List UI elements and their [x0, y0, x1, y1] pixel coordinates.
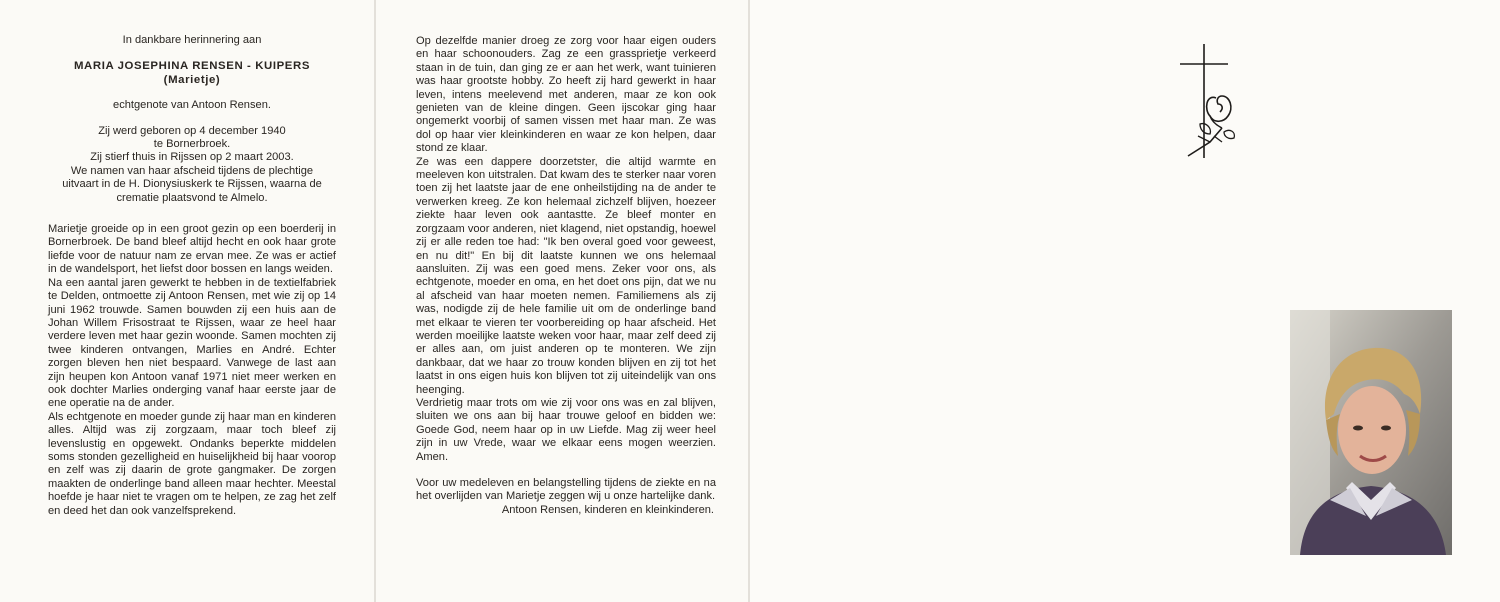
thanks-paragraph: Voor uw medeleven en belangstelling tijdens de ziekte en na het overlijden van Marietje zeggen wij u onze hartelijke dank. [416, 477, 716, 503]
paragraph: Als echtgenote en moeder gunde zij haar man en kinderen alles. Altijd was zij zorgzaam, maar toch bleef zij levenslustig en opgewekt. Ondanks beperkte middelen soms stonden gezelligheid en huiselijkheid bij haar voorop en zelf was zij daarin de grote gangmaker. De zorgen maakten de onderlinge band alleen maar hechter. Meestal hoefde je haar niet te vragen om te helpen, ze zag het zelf en deed het dan ook vanzelfsprekend. [48, 410, 337, 517]
paragraph: Op dezelfde manier droeg ze zorg voor haar eigen ouders en haar schoonouders. Zag ze een grassprietje verkeerd staan in de tuin, dan ging ze er aan het werk, want tuinieren was haar grootste hobby. Zo heeft zij hard gewerkt in haar leven, intens meelevend met anderen, maar ze kon ook genieten van de kleine dingen. Geen ijscokar ging haar ongemerkt voorbij of samen vissen met haar man. Ze was dol op haar vier kleinkinderen en waar ze kon helpen, daar stond ze klaar. [416, 35, 716, 155]
birth-place: te Bornerbroek. [153, 138, 231, 151]
middle-column [416, 35, 716, 517]
left-column [48, 34, 336, 518]
intro-line: In dankbare herinnering aan [122, 34, 262, 46]
birth-line: Zij werd geboren op 4 december 1940 [98, 124, 286, 137]
cross-with-rose-icon [1170, 38, 1250, 162]
farewell-line: We namen van haar afscheid tijdens de plechtige [70, 164, 314, 177]
paragraph: Ze was een dappere doorzetster, die altijd warmte en meeleven kon uitstralen. Dat kwam des te sterker naar voren toen zij het laatste jaar de ene onheilstijding na de ander te verwerken kreeg. Ze kon helemaal zichzelf blijven, hoezeer ziekte haar leven ook aantastte. Ze bleef monter en zorgzaam voor anderen, niet klagend, niet opstandig, hoewel zij er alle reden toe had: "Ik ben overal goed voor geweest, en nu dit!" En bij dit laatste kunnen we ons helemaal aansluiten. Zij was een goed mens. Zeker voor ons, als echtgenote, moeder en oma, en het doet ons pijn, dat we nu al afscheid van haar moeten nemen. Familiemens als zij was, nodigde zij de hele familie uit om de onderlinge band met elkaar te vieren ter voorbereiding op haar afscheid. Het werden moeilijke laatste weken voor haar, maar zelf deed zij er alles aan, om juist anderen op te monteren. We zijn dankbaar, dat we haar zo trouw konden blijven en zij tot het laatst in ons eigen huis kon blijven tot zij uiteindelijk van ons heenging. [416, 155, 716, 396]
farewell-line: crematie plaatsvond te Almelo. [116, 191, 268, 204]
fold-line [748, 0, 750, 602]
paragraph: Marietje groeide op in een groot gezin op een boerderij in Bornerbroek. De band bleef altijd hecht en ook haar grote liefde voor de natuur nam ze ervan mee. Ze was er actief in de wandelsport, het liefst door bossen en langs weiden. [48, 223, 336, 276]
deceased-name: MARIA JOSEPHINA RENSEN - KUIPERS [73, 60, 311, 73]
portrait-photo [1290, 310, 1452, 555]
signature-line: Antoon Rensen, kinderen en kleinkinderen. [501, 503, 714, 516]
spouse-line: echtgenote van Antoon Rensen. [113, 99, 271, 112]
paragraph: Verdrietig maar trots om wie zij voor ons was en zal blijven, sluiten we ons aan bij haar trouwe geloof en bidden we: Goede God, neem haar op in uw Liefde. Mag zij weer heel zijn in uw Vrede, waar we elkaar eens mogen weerzien. Amen. [416, 396, 716, 463]
fold-line [374, 0, 376, 602]
death-line: Zij stierf thuis in Rijssen op 2 maart 2003. [90, 151, 294, 164]
paragraph: Na een aantal jaren gewerkt te hebben in de textielfabriek te Delden, ontmoette zij Antoon Rensen, met wie zij op 14 juni 1962 trouwde. Samen bouwden zij een huis aan de Johan Willem Frisostraat te Rijssen, waar ze heel haar verdere leven met haar gezin woonde. Samen mochten zij twee kinderen ontvangen, Marlies en André. Echter zorgen bleven hen niet bespaard. Vanwege de last aan zijn heupen kon Antoon vanaf 1971 niet meer werken en ook dochter Marlies onderging vanaf haar eerste jaar de ene operatie na de ander. [48, 276, 336, 410]
deceased-nickname: (Marietje) [163, 73, 221, 86]
farewell-line: uitvaart in de H. Dionysiuskerk te Rijssen, waarna de [62, 178, 322, 191]
